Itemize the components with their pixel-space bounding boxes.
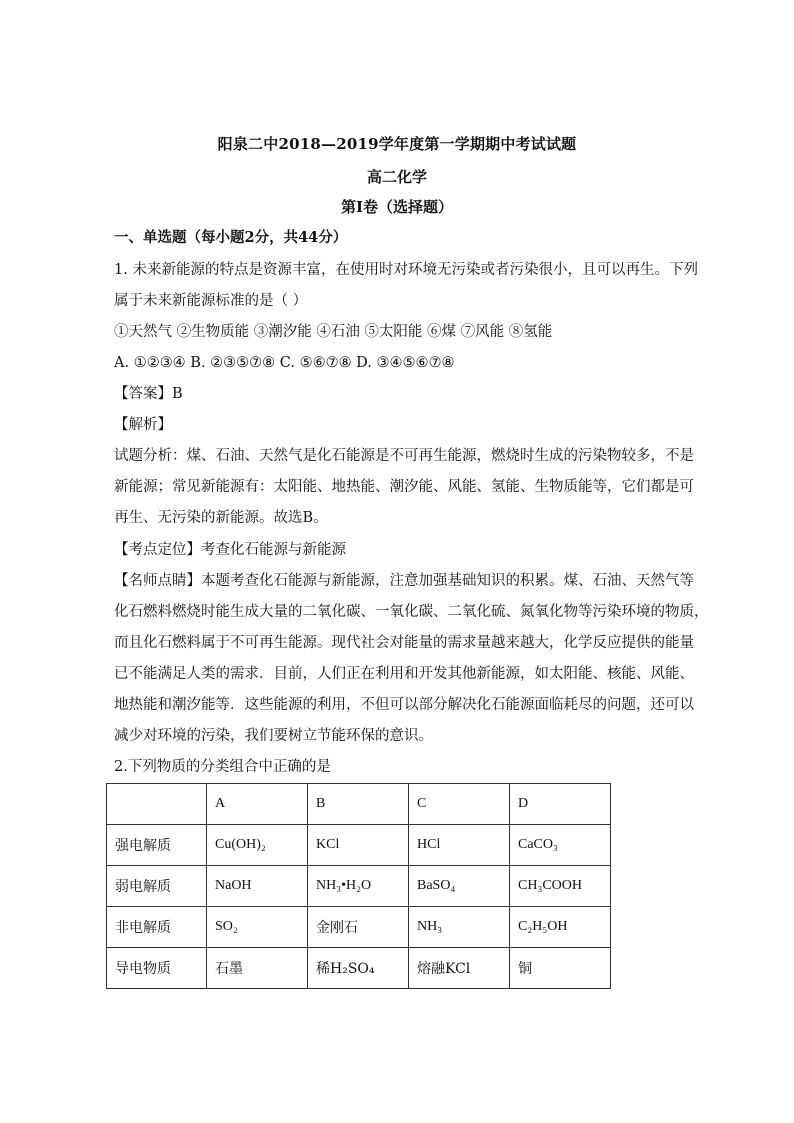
table-row-label: 强电解质	[107, 825, 207, 866]
table-cell: SO₂	[207, 907, 308, 948]
section-heading: 一、单选题（每小题2分，共44分）	[114, 229, 348, 246]
table-row	[107, 825, 611, 866]
table-cell: KCl	[308, 825, 409, 866]
q1-stem-line1: 1. 未来新能源的特点是资源丰富，在使用时对环境无污染或者污染很小，且可以再生。下列	[114, 262, 698, 278]
q1-mingshi-line: 已不能满足人类的需求．目前，人们正在利用和开发其他新能源，如太阳能、核能、风能、	[114, 666, 694, 682]
q1-options: A. ①②③④ B. ②③⑤⑦⑧ C. ⑤⑥⑦⑧ D. ③④⑤⑥⑦⑧	[114, 355, 455, 371]
table-cell: 稀H₂SO₄	[308, 948, 409, 989]
table-row	[107, 866, 611, 907]
q1-mingshi-line: 地热能和潮汐能等．这些能源的利用，不但可以部分解决化石能源面临耗尽的问题，还可以	[114, 697, 694, 713]
q1-analysis-line: 新能源；常见新能源有：太阳能、地热能、潮汐能、风能、氢能、生物质能等，它们都是可	[114, 479, 694, 495]
q1-mingshi-line: 而且化石燃料属于不可再生能源。现代社会对能量的需求量越来越大，化学反应提供的能量	[114, 635, 694, 651]
table-cell: 熔融KCl	[409, 948, 510, 989]
q1-mingshi-line: 化石燃料燃烧时能生成大量的二氧化碳、一氧化碳、二氧化硫、氮氧化物等污染环境的物质，	[114, 604, 709, 620]
table-cell: C₂H₅OH	[510, 907, 611, 948]
table-cell: NH₃•H₂O	[308, 866, 409, 907]
table-row	[107, 948, 611, 989]
table-header-cell: B	[308, 784, 409, 825]
q1-analysis-line: 再生、无污染的新能源。故选B。	[114, 510, 328, 526]
table-header-cell: D	[510, 784, 611, 825]
table-cell: 金刚石	[308, 907, 409, 948]
q1-analysis-label: 【解析】	[114, 417, 172, 433]
table-cell: Cu(OH)₂	[207, 825, 308, 866]
exam-volume: 第I卷（选择题）	[340, 198, 454, 216]
table-cell: NaOH	[207, 866, 308, 907]
table-header-cell	[107, 784, 207, 825]
q1-stem-line2: 属于未来新能源标准的是（ ）	[114, 293, 308, 309]
table-row	[107, 907, 611, 948]
table-cell: CH₃COOH	[510, 866, 611, 907]
table-cell: 铜	[510, 948, 611, 989]
table-cell: NH₃	[409, 907, 510, 948]
table-cell: BaSO₄	[409, 866, 510, 907]
q1-kaodian: 【考点定位】考查化石能源与新能源	[114, 542, 346, 558]
table-header-cell: A	[207, 784, 308, 825]
table-cell: HCl	[409, 825, 510, 866]
table-header-cell: C	[409, 784, 510, 825]
q1-mingshi-line: 【名师点睛】本题考查化石能源与新能源，注意加强基础知识的积累。煤、石油、天然气等	[114, 573, 694, 589]
q1-analysis-line: 试题分析：煤、石油、天然气是化石能源是不可再生能源，燃烧时生成的污染物较多，不是	[114, 448, 694, 464]
q2-stem: 2.下列物质的分类组合中正确的是	[114, 759, 331, 775]
table-row-label: 非电解质	[107, 907, 207, 948]
table-header-row	[107, 784, 611, 825]
table-row-label: 弱电解质	[107, 866, 207, 907]
exam-subject: 高二化学	[366, 168, 427, 186]
classification-table	[106, 783, 611, 989]
q1-items: ①天然气 ②生物质能 ③潮汐能 ④石油 ⑤太阳能 ⑥煤 ⑦风能 ⑧氢能	[114, 324, 553, 340]
table-cell: 石墨	[207, 948, 308, 989]
table-row-label: 导电物质	[107, 948, 207, 989]
exam-title: 阳泉二中2018—2019学年度第一学期期中考试试题	[217, 135, 577, 153]
q1-mingshi-line: 减少对环境的污染，我们要树立节能环保的意识。	[114, 728, 433, 744]
q1-answer: 【答案】B	[114, 386, 183, 402]
table-cell: CaCO₃	[510, 825, 611, 866]
